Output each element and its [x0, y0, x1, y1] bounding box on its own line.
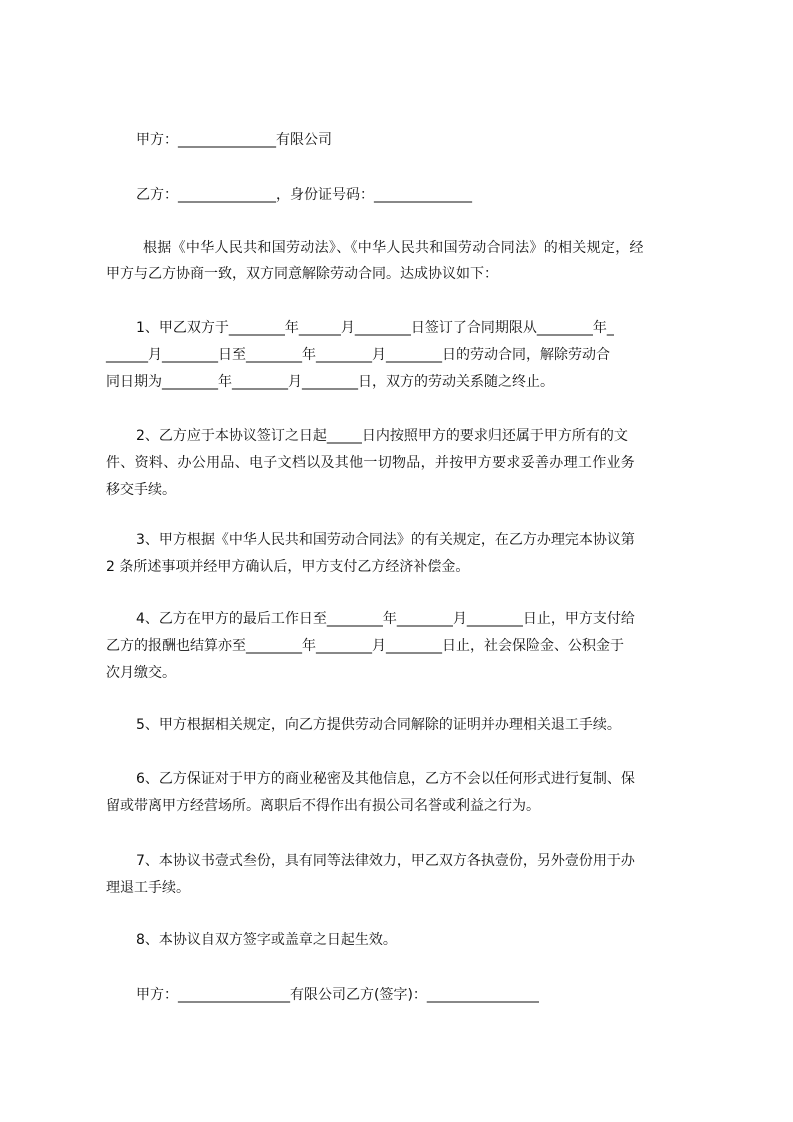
clause-2-line-2: 件、资料、办公用品、电子文档以及其他一切物品，并按甲方要求妥善办理工作业务 — [106, 455, 636, 471]
party-b-line: 乙方：______________，身份证号码：______________ — [136, 187, 472, 203]
intro-line-2: 甲方与乙方协商一致，双方同意解除劳动合同。达成协议如下： — [106, 266, 498, 282]
clause-4-line-3: 次月缴交。 — [106, 665, 176, 681]
clause-8-line-1: 8、本协议自双方签字或盖章之日起生效。 — [136, 932, 397, 948]
clause-1-line-2: ______月________日至________年________月________日的劳动合同，解除劳动合 — [106, 347, 610, 363]
clause-7-line-2: 理退工手续。 — [106, 880, 190, 896]
party-a-line: 甲方：______________有限公司 — [136, 132, 332, 148]
clause-1-line-1: 1、甲乙双方于________年______月________日签订了合同期限从________年_ — [136, 320, 614, 336]
clause-4-line-1: 4、乙方在甲方的最后工作日至________年________月________日止，甲方支付给 — [136, 611, 635, 627]
clause-6-line-1: 6、乙方保证对于甲方的商业秘密及其他信息，乙方不会以任何形式进行复制、保 — [136, 771, 635, 787]
clause-2-line-1: 2、乙方应于本协议签订之日起_____日内按照甲方的要求归还属于甲方所有的文 — [136, 428, 628, 444]
clause-3-line-1: 3、甲方根据《中华人民共和国劳动合同法》的有关规定，在乙方办理完本协议第 — [136, 532, 635, 548]
clause-3-line-2: 2 条所述事项并经甲方确认后，甲方支付乙方经济补偿金。 — [106, 559, 470, 575]
clause-4-line-2: 乙方的报酬也结算亦至________年________月________日止，社会保险金、公积金于 — [106, 638, 624, 654]
signature-line: 甲方：________________有限公司乙方(签字)：________________ — [136, 987, 539, 1003]
clause-1-line-3: 同日期为________年________月________日，双方的劳动关系随之终止。 — [106, 374, 554, 390]
clause-2-line-3: 移交手续。 — [106, 482, 176, 498]
clause-7-line-1: 7、本协议书壹式叁份，具有同等法律效力，甲乙双方各执壹份，另外壹份用于办 — [136, 853, 635, 869]
clause-5-line-1: 5、甲方根据相关规定，向乙方提供劳动合同解除的证明并办理相关退工手续。 — [136, 717, 621, 733]
intro-line-1: 根据《中华人民共和国劳动法》、《中华人民共和国劳动合同法》的相关规定，经 — [143, 240, 644, 256]
clause-6-line-2: 留或带离甲方经营场所。离职后不得作出有损公司名誉或利益之行为。 — [106, 798, 540, 814]
